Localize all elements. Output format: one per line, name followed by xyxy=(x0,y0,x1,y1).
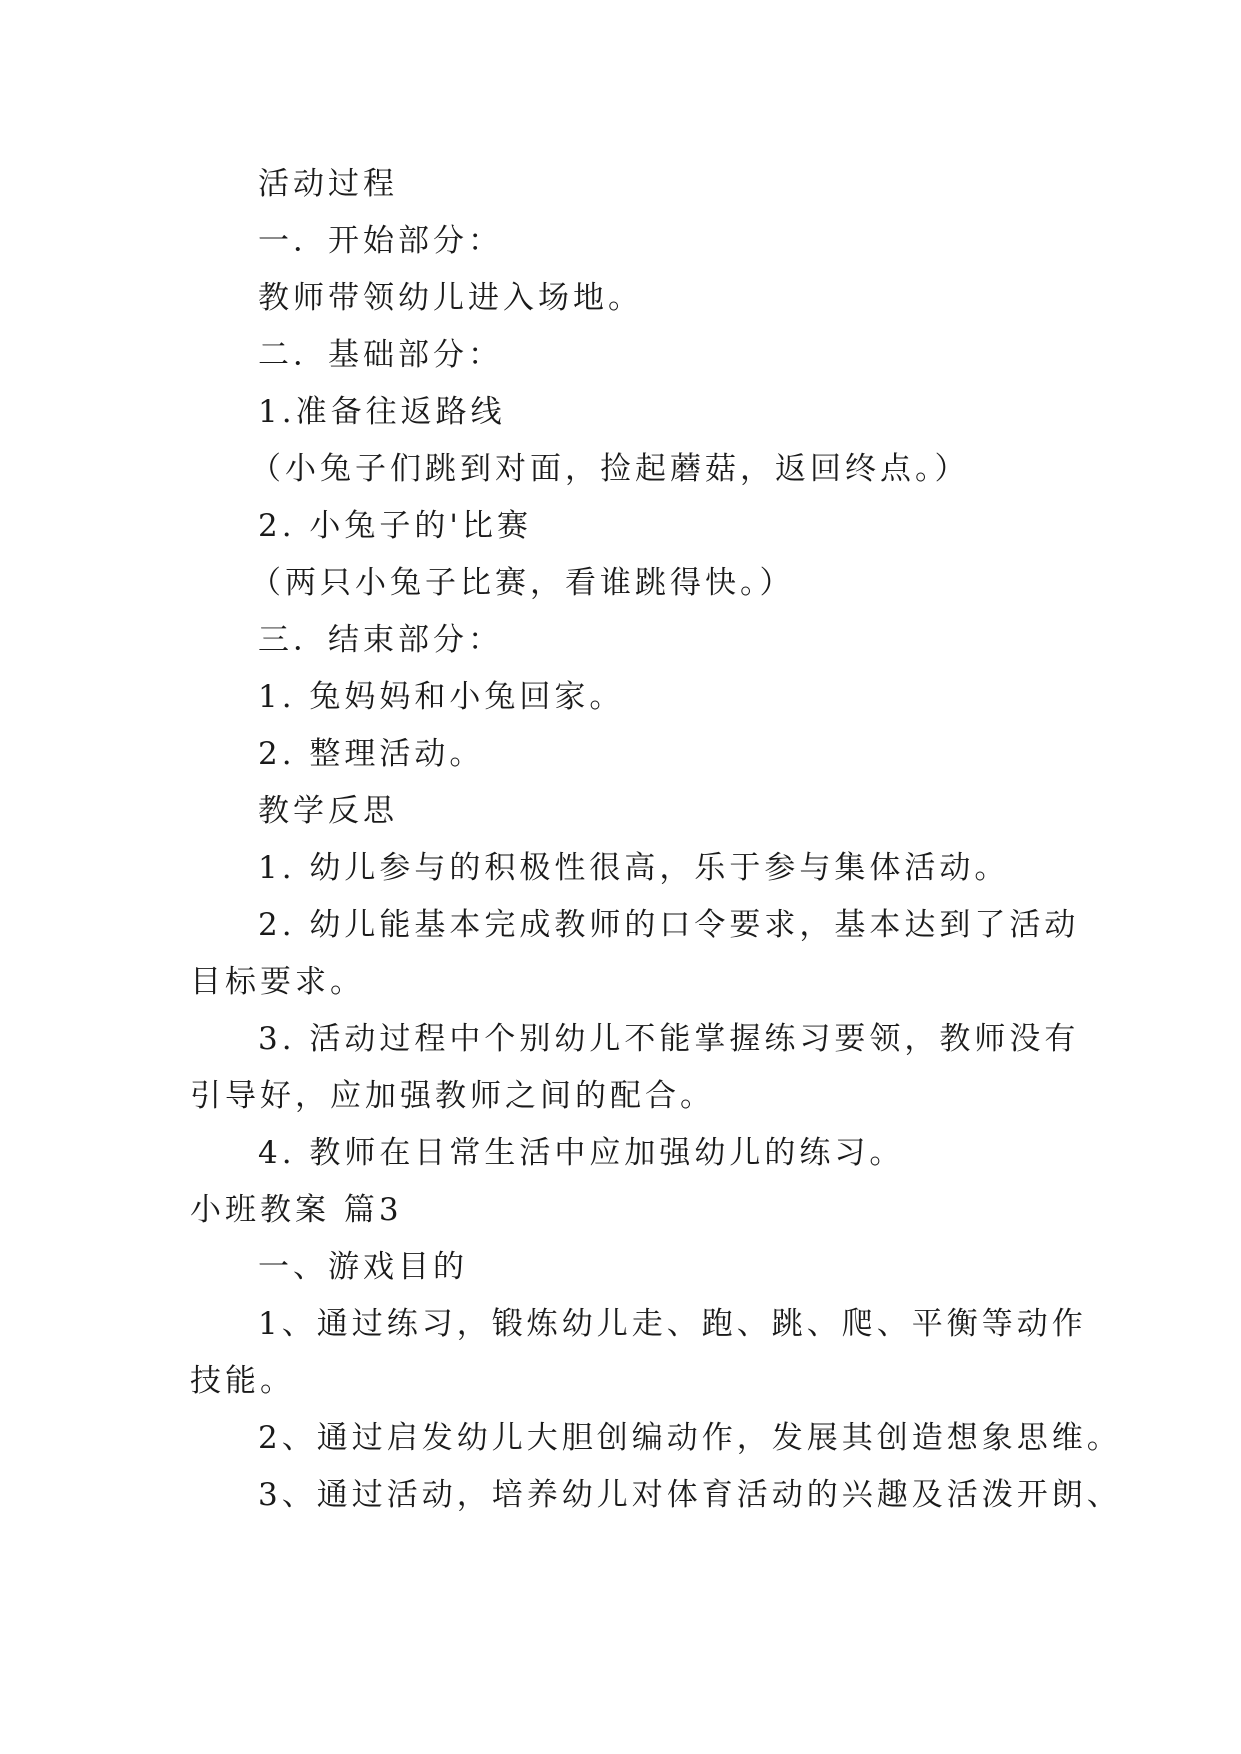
subsection-opening-part: 一．开始部分： xyxy=(258,223,503,259)
list-item: 1. 兔妈妈和小兔回家。 xyxy=(258,679,625,715)
paragraph-line: （两只小兔子比赛，看谁跳得快。） xyxy=(250,565,795,601)
list-item: 2. 幼儿能基本完成教师的口令要求，基本达到了活动 xyxy=(258,907,1080,943)
paragraph-line: 教师带领幼儿进入场地。 xyxy=(258,280,643,316)
list-item: 3、通过活动，培养幼儿对体育活动的兴趣及活泼开朗、 xyxy=(258,1477,1122,1513)
list-item: 2. 整理活动。 xyxy=(258,736,485,772)
subsection-ending-part: 三．结束部分： xyxy=(258,622,503,658)
section-heading-teaching-reflection: 教学反思 xyxy=(258,793,398,829)
section-heading-game-purpose: 一、游戏目的 xyxy=(258,1249,468,1285)
list-item: 1. 幼儿参与的积极性很高，乐于参与集体活动。 xyxy=(258,850,1010,886)
paragraph-line: 技能。 xyxy=(190,1363,295,1399)
document-title-lesson-plan-3: 小班教案 篇3 xyxy=(190,1192,403,1228)
paragraph-line: （小兔子们跳到对面，捡起蘑菇，返回终点。） xyxy=(250,451,970,487)
paragraph-line: 目标要求。 xyxy=(190,964,365,1000)
list-item: 1、通过练习，锻炼幼儿走、跑、跳、爬、平衡等动作 xyxy=(258,1306,1087,1342)
section-heading-activity-process: 活动过程 xyxy=(258,166,398,202)
list-item: 1.准备往返路线 xyxy=(258,394,506,430)
list-item: 2、通过启发幼儿大胆创编动作，发展其创造想象思维。 xyxy=(258,1420,1122,1456)
list-item: 3. 活动过程中个别幼儿不能掌握练习要领，教师没有 xyxy=(258,1021,1080,1057)
paragraph-line: 引导好，应加强教师之间的配合。 xyxy=(190,1078,715,1114)
subsection-basic-part: 二．基础部分： xyxy=(258,337,503,373)
list-item: 2. 小兔子的'比赛 xyxy=(258,508,532,544)
list-item: 4. 教师在日常生活中应加强幼儿的练习。 xyxy=(258,1135,905,1171)
